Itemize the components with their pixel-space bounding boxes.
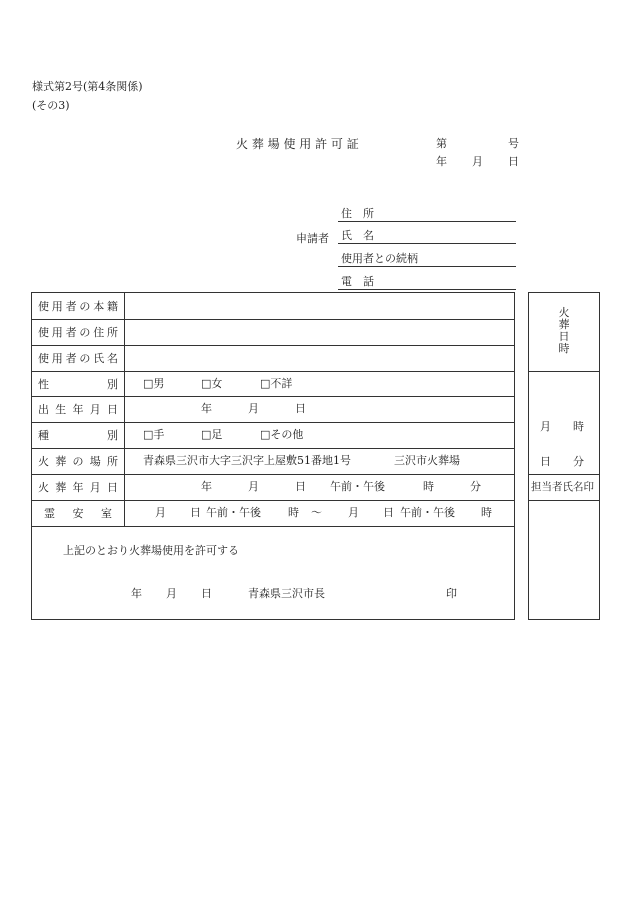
- permit-statement: 上記のとおり火葬場使用を許可する: [63, 544, 239, 557]
- issue-number-suffix: 号: [508, 137, 519, 150]
- cremation-month[interactable]: 月: [248, 480, 259, 493]
- mortuary-ampm-end[interactable]: 午前・午後: [400, 506, 455, 519]
- mortuary-day-end[interactable]: 日: [383, 506, 394, 519]
- mayor-seal: 印: [446, 587, 457, 600]
- cremation-facility: 三沢市火葬場: [394, 454, 460, 467]
- cremation-year[interactable]: 年: [201, 480, 212, 493]
- side-day[interactable]: 日: [540, 455, 551, 468]
- cremation-minute[interactable]: 分: [470, 480, 481, 493]
- row-label-address: 使 用 者 の 住 所: [38, 326, 118, 339]
- applicant-label: 申請者: [296, 232, 329, 245]
- gender-option-male[interactable]: □男: [143, 377, 165, 390]
- mortuary-day-start[interactable]: 日: [190, 506, 201, 519]
- applicant-address-label: 住 所: [341, 207, 374, 220]
- staff-name-seal-label: 担当者氏名印: [531, 481, 594, 493]
- form-sub-number: (その3): [32, 99, 70, 112]
- cremation-place-address: 青森県三沢市大字三沢字上屋敷51番地1号: [143, 454, 351, 467]
- issue-date-year: 年: [436, 155, 447, 168]
- side-minute[interactable]: 分: [573, 455, 584, 468]
- row-label-mortuary: 霊 安 室: [44, 507, 112, 520]
- applicant-phone-line[interactable]: [338, 289, 516, 290]
- side-month[interactable]: 月: [540, 420, 551, 433]
- type-option-foot[interactable]: □足: [201, 428, 223, 441]
- gender-option-female[interactable]: □女: [201, 377, 223, 390]
- type-option-hand[interactable]: □手: [143, 428, 165, 441]
- cremation-ampm[interactable]: 午前・午後: [330, 480, 385, 493]
- row-divider: [32, 526, 514, 527]
- applicant-name-line[interactable]: [338, 243, 516, 244]
- issue-number-prefix: 第: [436, 137, 447, 150]
- applicant-name-label: 氏 名: [341, 229, 374, 242]
- mortuary-hour-start[interactable]: 時: [288, 506, 299, 519]
- cremation-day[interactable]: 日: [295, 480, 306, 493]
- cremation-hour[interactable]: 時: [423, 480, 434, 493]
- applicant-relation-label: 使用者との続柄: [341, 252, 418, 265]
- issue-date-day: 日: [508, 155, 519, 168]
- birth-day[interactable]: 日: [295, 402, 306, 415]
- birth-month[interactable]: 月: [248, 402, 259, 415]
- mortuary-month-start[interactable]: 月: [155, 506, 166, 519]
- row-label-gender: 性 別: [38, 378, 118, 391]
- mortuary-month-end[interactable]: 月: [348, 506, 359, 519]
- mortuary-hour-end[interactable]: 時: [481, 506, 492, 519]
- mortuary-range-tilde: ～: [311, 506, 322, 519]
- issue-date-month: 月: [472, 155, 483, 168]
- form-number: 様式第2号(第4条関係): [32, 80, 143, 93]
- address-field[interactable]: [126, 320, 512, 344]
- mortuary-ampm-start[interactable]: 午前・午後: [206, 506, 261, 519]
- side-header: 火 葬 日 時: [558, 306, 570, 355]
- side-hour[interactable]: 時: [573, 420, 584, 433]
- birth-year[interactable]: 年: [201, 402, 212, 415]
- side-divider: [529, 474, 599, 475]
- main-table: [31, 292, 515, 620]
- row-label-honseki: 使 用 者 の 本 籍: [38, 300, 118, 313]
- row-label-type: 種 別: [38, 429, 118, 442]
- name-field[interactable]: [126, 346, 512, 370]
- type-option-other[interactable]: □その他: [260, 428, 304, 441]
- row-label-birth: 出 生 年 月 日: [38, 403, 118, 416]
- applicant-phone-label: 電 話: [341, 275, 374, 288]
- side-table: [528, 292, 600, 620]
- row-label-place: 火 葬 の 場 所: [38, 455, 118, 468]
- label-column-divider: [124, 293, 125, 526]
- staff-seal-field[interactable]: [530, 501, 598, 619]
- row-label-cremation-date: 火 葬 年 月 日: [38, 481, 118, 494]
- permit-day[interactable]: 日: [201, 587, 212, 600]
- side-divider: [529, 371, 599, 372]
- mayor-title: 青森県三沢市長: [248, 587, 325, 600]
- gender-option-unknown[interactable]: □不詳: [260, 377, 293, 390]
- honseki-field[interactable]: [126, 294, 512, 318]
- permit-year[interactable]: 年: [131, 587, 142, 600]
- applicant-address-line[interactable]: [338, 221, 516, 222]
- permit-month[interactable]: 月: [166, 587, 177, 600]
- applicant-relation-line[interactable]: [338, 266, 516, 267]
- document-title: 火 葬 場 使 用 許 可 証: [236, 137, 359, 151]
- row-label-name: 使 用 者 の 氏 名: [38, 352, 118, 365]
